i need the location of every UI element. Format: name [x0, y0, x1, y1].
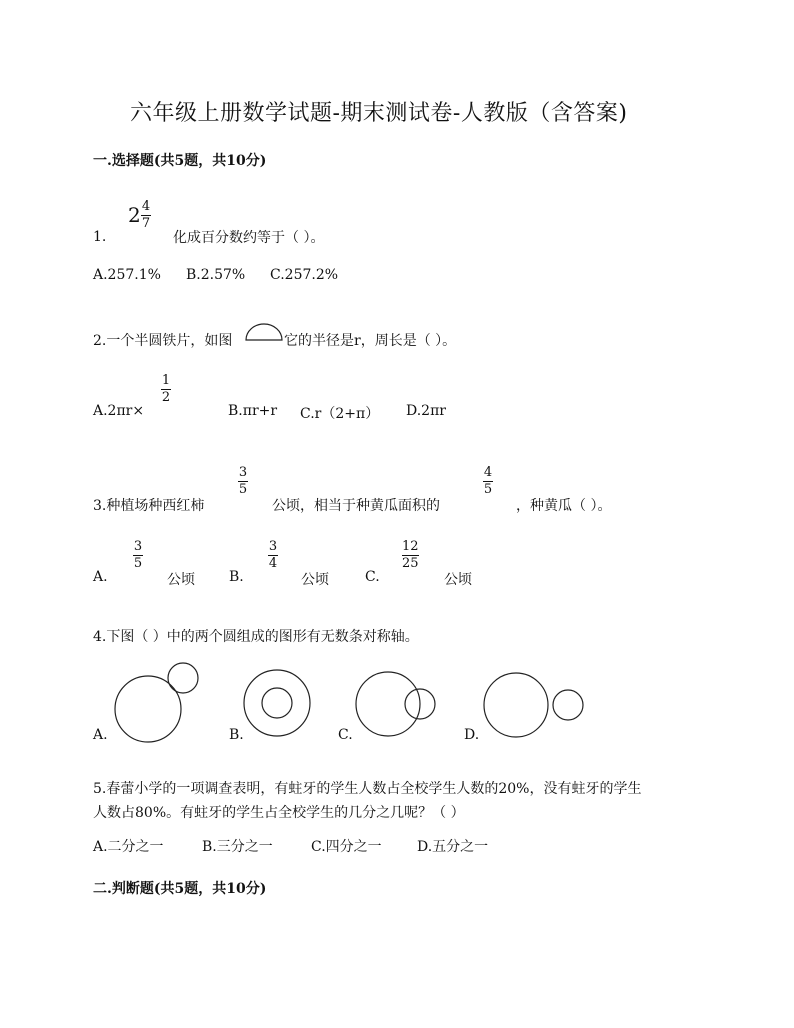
semicircle-figure — [244, 322, 284, 342]
q4-option-b[interactable]: B. — [229, 727, 244, 743]
q3-option-c-unit: 公顷 — [444, 572, 472, 588]
q4-text: 4.下图（ ）中的两个圆组成的图形有无数条对称轴。 — [93, 629, 419, 645]
q1-text: 化成百分数约等于（ ）。 — [173, 230, 325, 246]
q2-a-numerator: 1 — [161, 373, 171, 388]
q3-option-b-fraction — [268, 540, 278, 570]
q3-b-denominator: 4 — [268, 555, 278, 571]
q3-f2-denominator: 5 — [483, 481, 493, 497]
q3-option-a-fraction — [133, 540, 143, 570]
q1-option-a[interactable]: A.257.1% — [93, 267, 161, 283]
q3-a-numerator: 3 — [133, 539, 143, 554]
q5-option-a[interactable]: A.二分之一 — [93, 839, 164, 855]
outer-circle — [244, 670, 310, 736]
q5-option-b[interactable]: B.三分之一 — [202, 839, 273, 855]
q5-line-1: 5.春蕾小学的一项调查表明，有蛀牙的学生人数占全校学生人数的20%，没有蛀牙的学生 — [93, 781, 642, 797]
q3-option-c-fraction — [402, 540, 419, 570]
q2-option-a-fraction — [161, 374, 171, 404]
q3-f2-numerator: 4 — [483, 465, 493, 480]
q1-number: 1. — [93, 229, 107, 245]
q3-f1-numerator: 3 — [238, 465, 248, 480]
small-separate-circle — [553, 690, 583, 720]
q3-option-c-label[interactable]: C. — [365, 569, 380, 585]
q3-c-numerator: 12 — [402, 539, 419, 554]
q4-option-d[interactable]: D. — [464, 727, 480, 743]
inner-concentric-circle — [262, 688, 292, 718]
q2-text-after: 它的半径是r，周长是（ ）。 — [284, 333, 457, 349]
q4-figure-b — [240, 660, 320, 750]
large-circle — [484, 673, 548, 737]
q5-option-c[interactable]: C.四分之一 — [311, 839, 382, 855]
q5-line-2: 人数占80%。有蛀牙的学生占全校学生的几分之几呢？（ ） — [93, 805, 465, 821]
q3-a-denominator: 5 — [133, 555, 143, 571]
q2-option-c[interactable]: C.r（2+π） — [300, 406, 380, 422]
q3-text-2: 公顷，相当于种黄瓜面积的 — [272, 498, 440, 514]
q2-text-before: 2.一个半圆铁片，如图 — [93, 333, 233, 349]
q4-option-a[interactable]: A. — [93, 727, 108, 743]
q2-option-d[interactable]: D.2πr — [406, 403, 446, 419]
q3-text-1: 3.种植场种西红柿 — [93, 498, 205, 514]
q5-option-d[interactable]: D.五分之一 — [417, 839, 489, 855]
page-title: 六年级上册数学试题-期末测试卷-人教版（含答案) — [130, 101, 628, 126]
q3-fraction-2 — [483, 466, 493, 496]
semicircle-shape — [246, 324, 282, 340]
q1-mixed-fraction — [141, 200, 151, 230]
q3-c-denominator: 25 — [402, 555, 419, 571]
q1-mixed-whole: 2 — [128, 203, 141, 227]
q2-option-b[interactable]: B.πr+r — [228, 403, 278, 419]
section-heading-judgment: 二.判断题(共5题，共10分) — [93, 881, 267, 897]
q3-option-a-unit: 公顷 — [167, 572, 195, 588]
large-circle — [356, 672, 420, 736]
q3-option-b-unit: 公顷 — [301, 572, 329, 588]
q1-option-b[interactable]: B.2.57% — [186, 267, 246, 283]
q4-figure-d — [478, 660, 588, 750]
q4-figure-a — [108, 660, 208, 750]
q3-option-b-label[interactable]: B. — [229, 569, 244, 585]
q3-option-a-label[interactable]: A. — [93, 569, 108, 585]
q2-a-denominator: 2 — [161, 389, 171, 405]
q3-f1-denominator: 5 — [238, 481, 248, 497]
section-heading-choice: 一.选择题(共5题，共10分) — [93, 153, 267, 169]
q4-figure-c — [350, 660, 445, 750]
large-circle — [115, 676, 181, 742]
q1-numerator: 4 — [141, 199, 151, 214]
q1-option-c[interactable]: C.257.2% — [270, 267, 339, 283]
q3-fraction-1 — [238, 466, 248, 496]
q2-option-a[interactable]: A.2πr× — [93, 403, 145, 419]
q1-denominator: 7 — [141, 215, 151, 231]
small-circle — [168, 663, 198, 693]
q4-option-c[interactable]: C. — [338, 727, 353, 743]
q3-text-3: ，种黄瓜（ ）。 — [516, 498, 612, 514]
q3-b-numerator: 3 — [268, 539, 278, 554]
